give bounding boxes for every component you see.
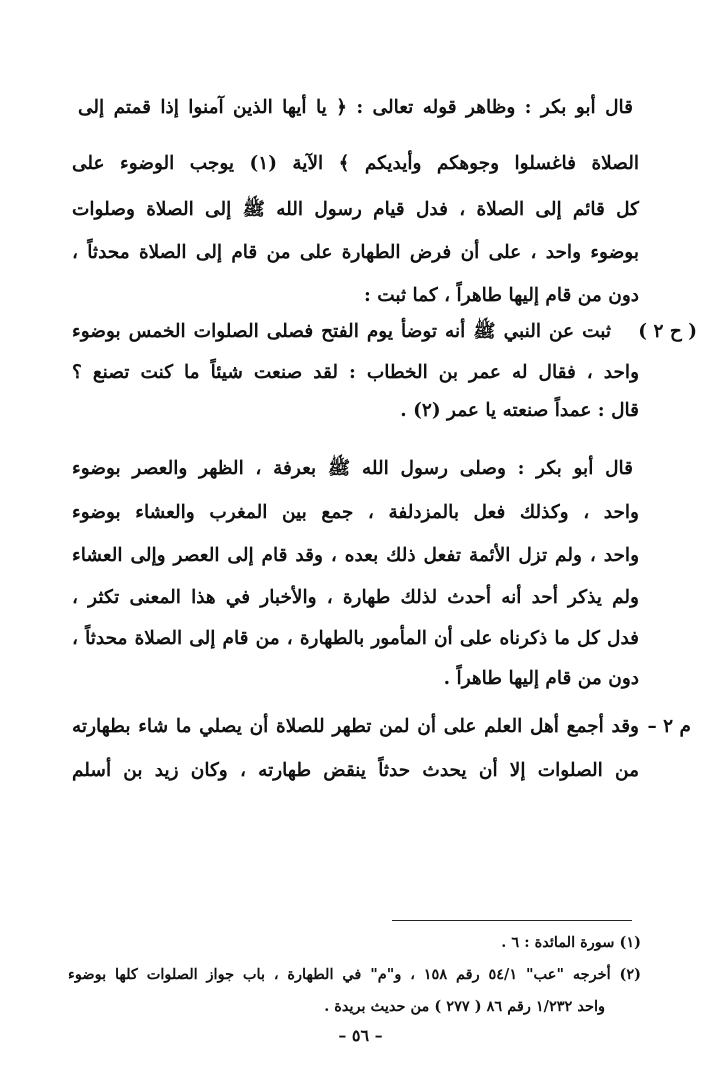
text-line-10: واحد ، وكذلك فعل بالمزدلفة ، جمع بين المغرب والعشاء بوضوء bbox=[72, 502, 639, 523]
footnote-1: (١) سورة المائدة : ٦ . bbox=[501, 934, 641, 951]
text-line-6: ثبت عن النبي ﷺ أنه توضأ يوم الفتح فصلى الصلوات الخمس بوضوء bbox=[72, 321, 611, 342]
text-line-7: واحد ، فقال له عمر بن الخطاب : لقد صنعت شيئاً ما كنت تصنع ؟ bbox=[72, 362, 639, 383]
text-line-16: من الصلوات إلا أن يحدث حدثاً ينقض طهارته ، وكان زيد بن أسلم bbox=[72, 760, 639, 781]
footnote-separator bbox=[392, 920, 632, 921]
text-line-15: وقد أجمع أهل العلم على أن لمن تطهر للصلاة أن يصلي ما شاء بطهارته bbox=[72, 716, 639, 737]
page-number: – ٥٦ – bbox=[338, 1026, 383, 1045]
hadith-marker: ( ح ٢ ) bbox=[638, 321, 697, 342]
text-line-12: ولم يذكر أحد أنه أحدث لذلك طهارة ، والأخبار في هذا المعنى تكثر ، bbox=[72, 587, 639, 608]
footnote-2: (٢) أخرجه "عب" ٥٤/١ رقم ١٥٨ ، و"م" في الطهارة ، باب جواز الصلوات كلها بوضوء bbox=[68, 966, 641, 983]
footnote-2-continued: واحد ١/٢٣٢ رقم ٨٦ ( ٢٧٧ ) من حديث بريدة . bbox=[324, 998, 605, 1015]
text-line-9: قال أبو بكر : وصلى رسول الله ﷺ بعرفة ، الظهر والعصر بوضوء bbox=[72, 458, 633, 479]
text-line-3: كل قائم إلى الصلاة ، فدل قيام رسول الله ﷺ إلى الصلاة وصلوات bbox=[72, 199, 639, 220]
text-line-11: واحد ، ولم تزل الأئمة تفعل ذلك بعده ، وقد قام إلى العصر وإلى العشاء bbox=[72, 545, 639, 566]
text-line-5: دون من قام إليها طاهراً ، كما ثبت : bbox=[363, 285, 639, 306]
text-line-2: الصلاة فاغسلوا وجوهكم وأيديكم ﴾ الآية (١) يوجب الوضوء على bbox=[72, 153, 639, 174]
text-line-4: بوضوء واحد ، على أن فرض الطهارة على من قام إلى الصلاة محدثاً ، bbox=[72, 242, 639, 263]
text-line-1: قال أبو بكر : وظاهر قوله تعالى : ﴿ يا أيها الذين آمنوا إذا قمتم إلى bbox=[78, 97, 633, 118]
issue-marker: م ٢ – bbox=[647, 716, 691, 737]
text-line-8: قال : عمداً صنعته يا عمر (٢) . bbox=[400, 400, 639, 421]
text-line-13: فدل كل ما ذكرناه على أن المأمور بالطهارة ، من قام إلى الصلاة محدثاً ، bbox=[72, 628, 639, 649]
text-line-14: دون من قام إليها طاهراً . bbox=[443, 668, 639, 689]
